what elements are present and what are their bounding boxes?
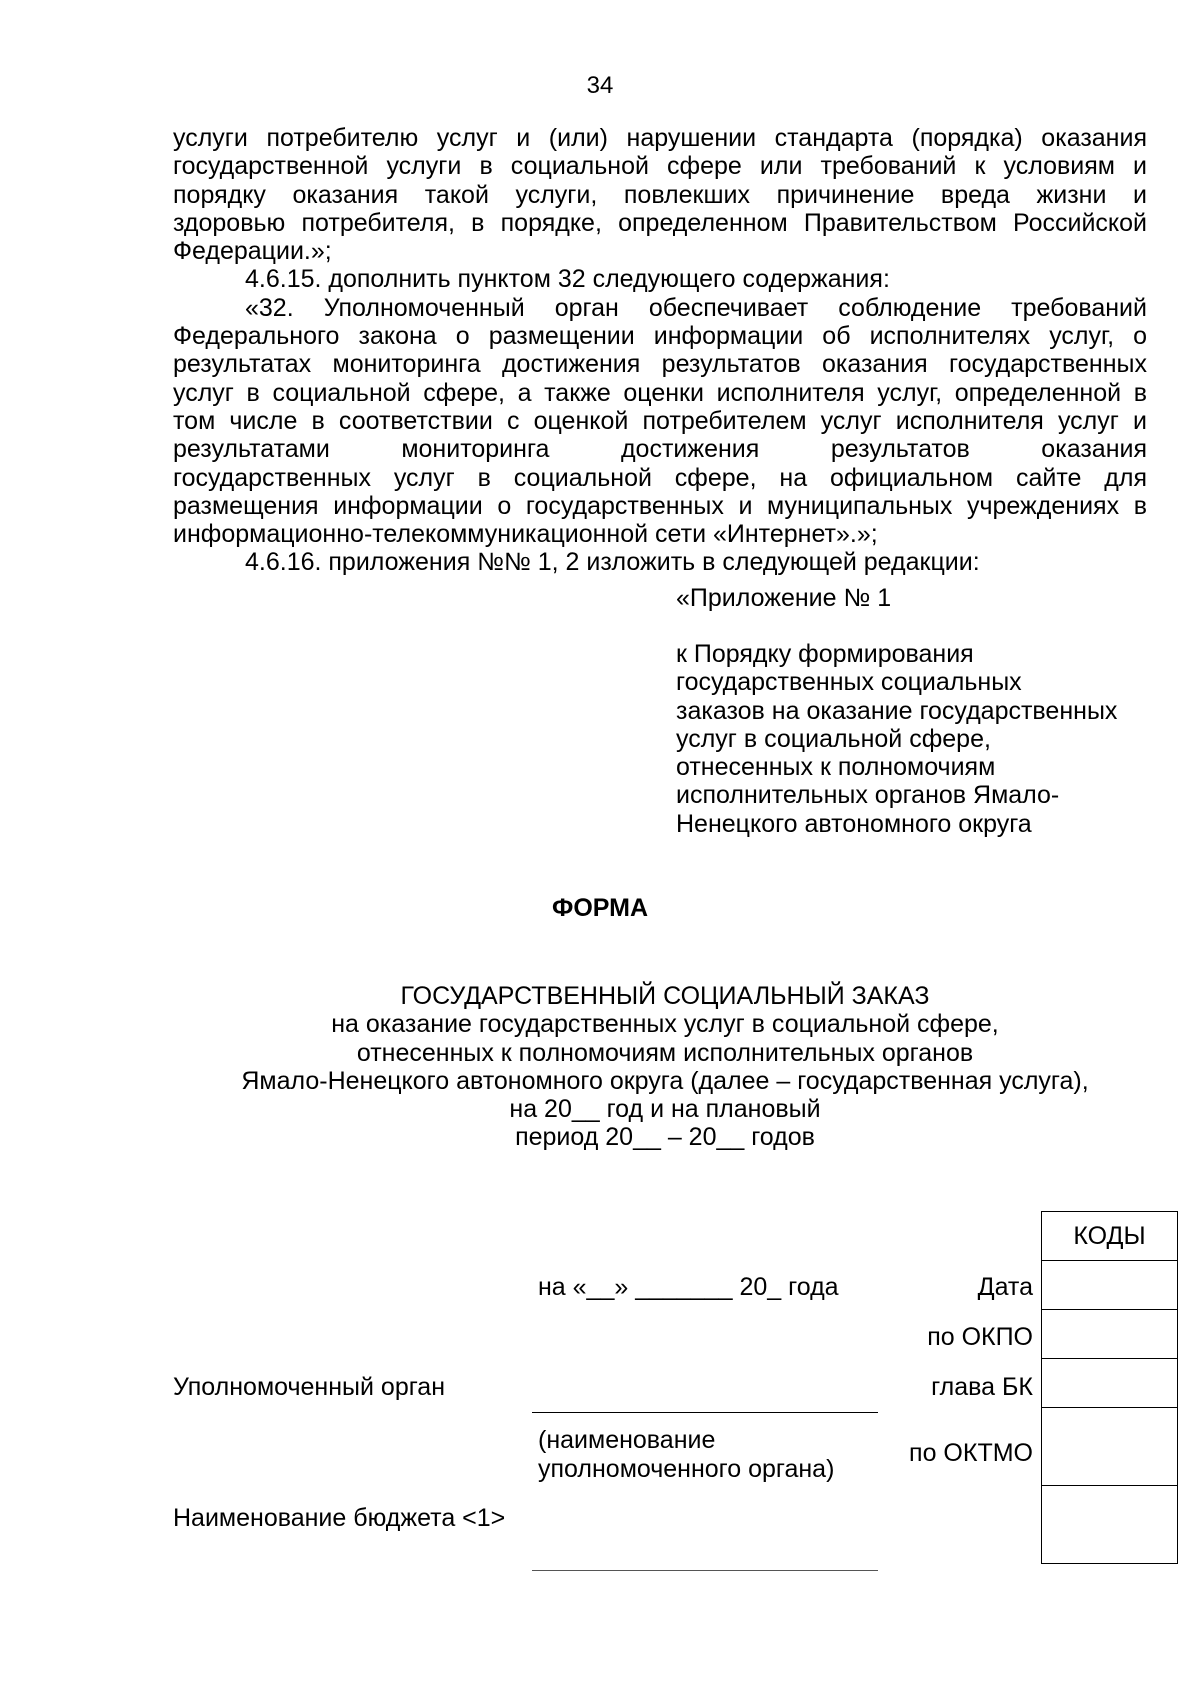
order-title-line: на оказание государственных услуг в социальной сфере, [331,1010,999,1039]
text-line: Федерального закона о размещении информации об исполнителях услуг, о [173,322,1147,351]
date-label: Дата [977,1273,1033,1301]
appendix-line: к Порядку формирования [676,640,974,668]
budget-input-line[interactable] [532,1570,878,1571]
order-title [0,982,1200,1152]
paragraph-continuation [173,124,1147,265]
code-cell-budget[interactable] [1042,1486,1178,1564]
appendix-line: исполнительных органов Ямало- [676,781,1060,810]
text-line: государственных услуг в социальной сфере, на официальном сайте для [173,463,1147,492]
appendix-line: услуг в социальной сфере, [676,724,991,753]
appendix-line: отнесенных к полномочиям [676,753,996,782]
authorized-body-hint-2: уполномоченного органа) [538,1455,835,1483]
code-cell-oktmo[interactable] [1042,1408,1178,1486]
text-line: том числе в соответствии с оценкой потребителем услуг исполнителя услуг и [173,406,1147,435]
body-text [173,124,1147,577]
page-number: 34 [586,72,614,99]
form-label: ФОРМА [551,894,648,922]
appendix-line: заказов на оказание государственных [676,696,1118,725]
text-line: услуги потребителю услуг и (или) нарушении стандарта (порядка) оказания [173,124,1147,152]
text-line: услуг в социальной сфере, а также оценки исполнителя услуг, определенной в [173,378,1147,407]
text-line: здоровью потребителя, в порядке, определенном Правительством Российской [173,208,1147,237]
codes-table [1041,1211,1178,1564]
order-title-line: на 20__ год и на плановый [509,1095,821,1124]
order-title-line: Ямало-Ненецкого автономного округа (далее – государственная услуга), [241,1066,1089,1095]
oktmo-label: по ОКТМО [909,1439,1033,1467]
appendix-reference [676,640,1156,838]
appendix-line: государственных социальных [676,668,1022,697]
code-cell-date[interactable] [1042,1261,1178,1310]
order-title-line: отнесенных к полномочиям исполнительных органов [356,1038,974,1067]
order-title-line: период 20__ – 20__ годов [515,1123,815,1152]
code-cell-okpo[interactable] [1042,1310,1178,1359]
text-line: размещения информации о государственных и муниципальных учреждениях в [173,491,1147,520]
paragraph-point-32 [173,294,1147,549]
okpo-label: по ОКПО [927,1323,1033,1351]
text-line: результатами мониторинга достижения результатов оказания [173,435,1147,464]
authorized-body-label: Уполномоченный орган [173,1373,445,1401]
appendix-title: «Приложение № 1 [676,584,892,612]
text-line: порядку оказания такой услуги, повлекших причинение вреда жизни и [173,180,1147,209]
text-line: государственной услуги в социальной сфере или требований к условиям и [173,152,1147,181]
code-cell-bk[interactable] [1042,1359,1178,1408]
text-line: информационно-телекоммуникационной сети «Интернет».»; [173,520,878,549]
authorized-body-hint-1: (наименование [538,1426,716,1454]
date-line: на «__» _______ 20_ года [538,1273,839,1301]
paragraph-4-6-16: 4.6.16. приложения №№ 1, 2 изложить в следующей редакции: [245,548,980,577]
text-line: Федерации.»; [173,237,332,266]
codes-header: КОДЫ [1042,1212,1178,1261]
text-line: «32. Уполномоченный орган обеспечивает соблюдение требований [245,293,1147,322]
paragraph-4-6-15: 4.6.15. дополнить пунктом 32 следующего содержания: [245,265,890,294]
text-line: результатах мониторинга достижения результатов оказания государственных [173,350,1147,379]
budget-label: Наименование бюджета <1> [173,1504,506,1532]
appendix-line: Ненецкого автономного округа [676,809,1032,838]
authorized-body-input-line[interactable] [532,1412,878,1413]
bk-label: глава БК [931,1373,1033,1401]
order-title-line: ГОСУДАРСТВЕННЫЙ СОЦИАЛЬНЫЙ ЗАКАЗ [400,982,930,1010]
